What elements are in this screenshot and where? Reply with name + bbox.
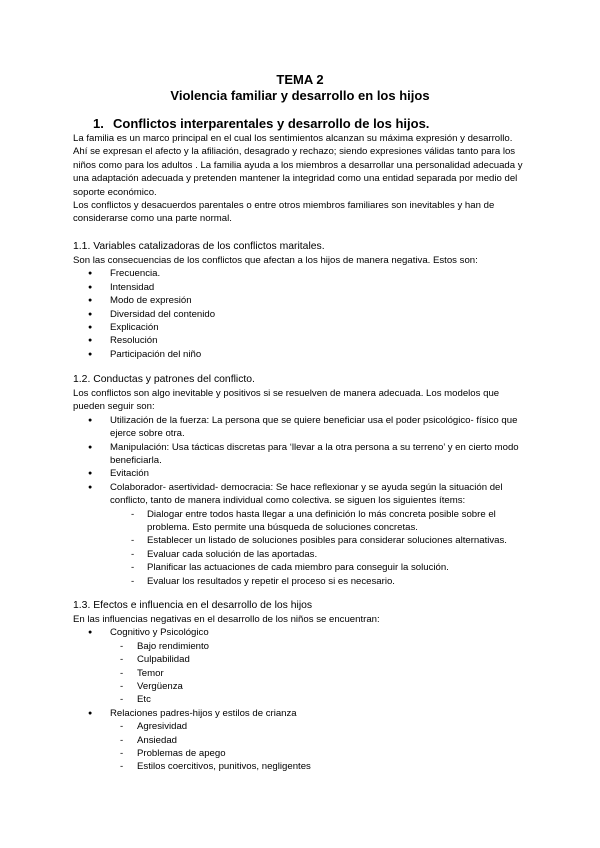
subsection-text: Son las consecuencias de los conflictos que afectan a los hijos de manera negativa. Estos son:	[73, 255, 478, 266]
list-item: - Evaluar los resultados y repetir el proceso si es necesario.	[110, 575, 528, 588]
dash-list	[110, 508, 528, 588]
list-item: ● Modo de expresión	[73, 294, 528, 307]
list-item	[73, 481, 528, 588]
list-item: ● Diversidad del contenido	[73, 308, 528, 321]
subsection-text: Los conflictos son algo inevitable y positivos si se resuelven de manera adecuada. Los modelos que pueden seguir son:	[73, 388, 500, 413]
list-item	[73, 626, 528, 706]
list-item: - Culpabilidad	[110, 653, 528, 666]
list-item: ● Frecuencia.	[73, 267, 528, 280]
list-item: - Planificar las actuaciones de cada miembro para conseguir la solución.	[110, 561, 528, 574]
bullet-list	[73, 626, 528, 773]
list-item: - Vergüenza	[110, 680, 528, 693]
list-item-text: Cognitivo y Psicológico	[110, 627, 209, 639]
subsection-heading: 1.3. Efectos e influencia en el desarrollo de los hijos	[73, 600, 313, 611]
section-1-1	[73, 240, 528, 361]
section-heading-text: Conflictos interparentales y desarrollo de los hijos.	[113, 116, 430, 131]
list-item-text: Relaciones padres-hijos y estilos de crianza	[110, 707, 297, 719]
list-item: - Temor	[110, 667, 528, 680]
list-item: - Establecer un listado de soluciones posibles para considerar soluciones alternativas.	[110, 534, 528, 547]
bullet-list	[73, 414, 528, 588]
list-item: ● Evitación	[73, 467, 528, 480]
intro-paragraph: La familia es un marco principal en el cual los sentimientos alcanzan su máxima expresión y desarrollo. Ahí se expresan el afecto y la afiliación, desagrado y rechazo; siendo expresiones válidas tanto para los niños como para los adultos . La familia ayuda a los miembros a desarrollar una personalidad adecuada y una adaptación adecuada y pretenden mantener la integridad como una entidad separada por medio del soporte económico.	[73, 133, 523, 198]
document-subtitle: Violencia familiar y desarrollo en los hijos	[170, 88, 430, 103]
list-item: ● Participación del niño	[73, 348, 528, 361]
list-item: - Dialogar entre todos hasta llegar a una definición lo más concreta posible sobre el problema. Esto permite una búsqueda de soluciones concretas.	[110, 508, 528, 535]
list-item: ● Utilización de la fuerza: La persona que se quiere beneficiar usa el poder psicológico- físico que ejerce sobre otra.	[73, 414, 528, 441]
list-item: - Problemas de apego	[110, 747, 528, 760]
section-heading-1	[93, 116, 429, 132]
bullet-list	[73, 267, 528, 361]
section-number: 1.	[93, 116, 104, 131]
list-item: - Etc	[110, 693, 528, 706]
section-1-3	[73, 599, 528, 774]
section-1-2	[73, 373, 528, 588]
list-item	[73, 707, 528, 774]
list-item: - Bajo rendimiento	[110, 640, 528, 653]
list-item: - Agresividad	[110, 720, 528, 733]
list-item: ● Resolución	[73, 334, 528, 347]
subsection-heading: 1.1. Variables catalizadoras de los conflictos maritales.	[73, 241, 325, 252]
dash-list	[110, 640, 528, 707]
subsection-text: En las influencias negativas en el desarrollo de los niños se encuentran:	[73, 614, 380, 625]
list-item: - Evaluar cada solución de las aportadas.	[110, 548, 528, 561]
list-item: - Estilos coercitivos, punitivos, negligentes	[110, 760, 528, 773]
dash-list	[110, 720, 528, 774]
list-item-text: Colaborador- asertividad- democracia: Se hace reflexionar y se ayuda según la situación del conflicto, tanto de manera individual como colectiva. se siguen los siguientes ítems:	[110, 481, 503, 507]
list-item: ● Explicación	[73, 321, 528, 334]
list-item: - Ansiedad	[110, 734, 528, 747]
subsection-heading: 1.2. Conductas y patrones del conflicto.	[73, 374, 255, 385]
list-item: ● Manipulación: Usa tácticas discretas para ‘llevar a la otra persona a su terreno’ y en cierto modo beneficiarla.	[73, 441, 528, 468]
intro-paragraph: Los conflictos y desacuerdos parentales o entre otros miembros familiares son inevitables y han de considerarse como una parte normal.	[73, 200, 495, 225]
intro-block	[73, 132, 528, 226]
document-title: TEMA 2	[276, 72, 324, 87]
list-item: ● Intensidad	[73, 281, 528, 294]
